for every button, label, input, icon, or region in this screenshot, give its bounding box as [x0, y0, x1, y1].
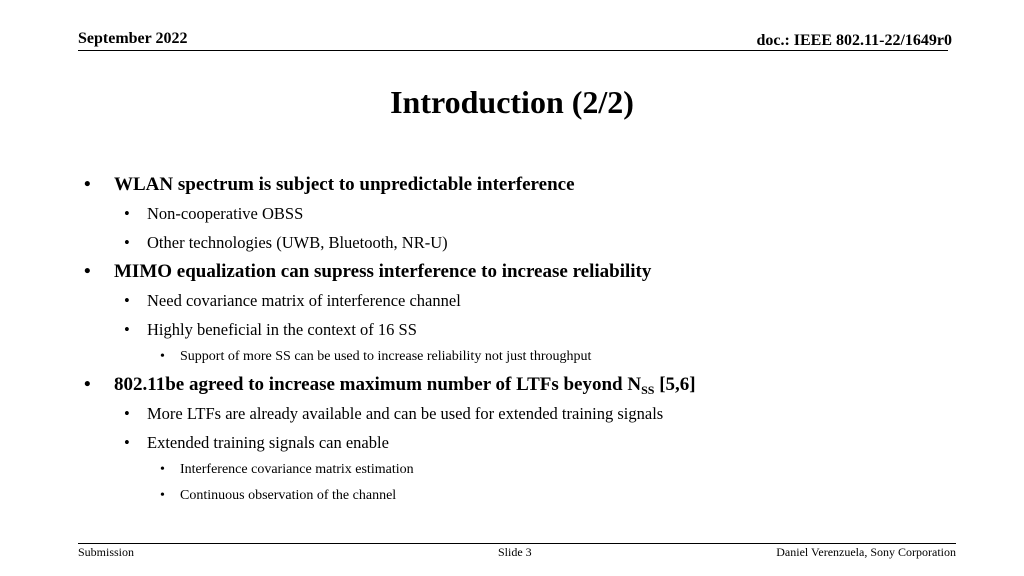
- sub-bullet-extended-signals: [84, 428, 964, 457]
- bullet-wlan-interference: [84, 170, 964, 199]
- bullet-text: Non-cooperative OBSS: [147, 204, 304, 223]
- header-doc-id: doc.: IEEE 802.11-22/1649r0: [756, 32, 952, 49]
- bullet-text: Need covariance matrix of interference channel: [147, 291, 461, 310]
- sub-bullet-16ss: [84, 315, 964, 344]
- bullet-text: Highly beneficial in the context of 16 SS: [147, 320, 417, 339]
- nss-subscript: SS: [641, 383, 655, 397]
- bullet-dot: •: [124, 433, 130, 452]
- bullet-mimo-equalization: [84, 257, 964, 286]
- bullet-dot: •: [124, 320, 130, 339]
- sub-bullet-more-ltfs: [84, 399, 964, 428]
- sub-bullet-covariance: [84, 286, 964, 315]
- sub-sub-bullet-reliability: [84, 344, 964, 370]
- bullet-text: More LTFs are already available and can be used for extended training signals: [147, 404, 664, 423]
- bullet-dot: •: [160, 462, 165, 477]
- bullet-dot: •: [160, 349, 165, 364]
- sub-sub-bullet-covariance-estimation: [84, 457, 964, 483]
- bullet-text-suffix: [5,6]: [654, 374, 696, 395]
- bullet-dot: •: [124, 291, 130, 310]
- sub-bullet-obss: [84, 199, 964, 228]
- bullet-dot: •: [84, 374, 91, 395]
- bullet-text: Support of more SS can be used to increase reliability not just throughput: [180, 349, 592, 364]
- bullet-text: WLAN spectrum is subject to unpredictable interference: [114, 174, 575, 195]
- header-divider: [78, 50, 948, 51]
- bullet-list: [84, 170, 964, 509]
- bullet-802-11be-ltfs: [84, 370, 964, 399]
- bullet-dot: •: [84, 174, 91, 195]
- bullet-text: Interference covariance matrix estimation: [180, 462, 414, 477]
- bullet-dot: •: [160, 488, 165, 503]
- bullet-text: Other technologies (UWB, Bluetooth, NR-U): [147, 233, 448, 252]
- bullet-text-prefix: 802.11be agreed to increase maximum number of LTFs beyond N: [114, 374, 642, 395]
- bullet-dot: •: [124, 204, 130, 223]
- bullet-text: Extended training signals can enable: [147, 433, 389, 452]
- bullet-text: MIMO equalization can supress interference to increase reliability: [114, 261, 652, 282]
- slide-title: Introduction (2/2): [390, 84, 634, 120]
- header-date: September 2022: [78, 30, 188, 47]
- footer-divider: [78, 543, 956, 544]
- footer-author: Daniel Verenzuela, Sony Corporation: [776, 545, 956, 559]
- footer-submission: Submission: [78, 545, 135, 559]
- sub-sub-bullet-continuous-observation: [84, 483, 964, 509]
- bullet-dot: •: [124, 233, 130, 252]
- sub-bullet-other-tech: [84, 228, 964, 257]
- footer-slide-number: Slide 3: [498, 545, 532, 559]
- bullet-dot: •: [124, 404, 130, 423]
- bullet-dot: •: [84, 261, 91, 282]
- bullet-text: Continuous observation of the channel: [180, 488, 397, 503]
